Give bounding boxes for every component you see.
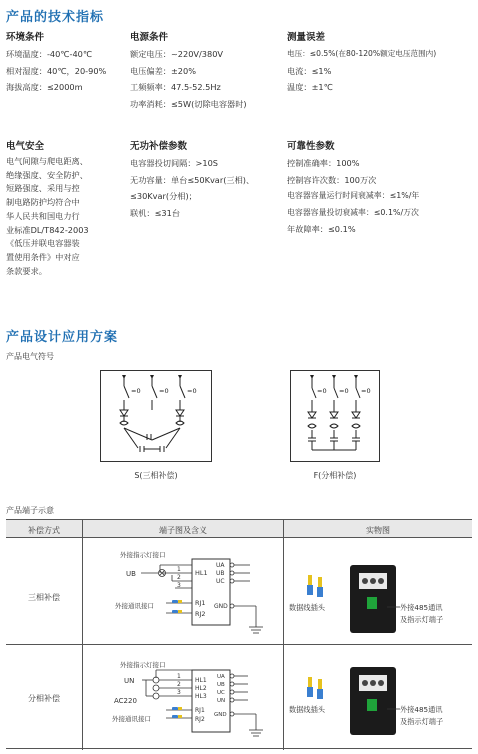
gnd-label: GND: [214, 603, 228, 610]
ub-label: UB: [216, 570, 225, 577]
safety-line: 绝缘强度、安全防护、: [6, 169, 88, 180]
pin-label: 3: [177, 582, 181, 589]
safety-line: 短路强度、采用与控: [6, 183, 80, 194]
three-phase-device-photo: [287, 563, 467, 635]
ext-label-1: 外接485通讯: [400, 603, 443, 612]
env-line: 环境温度：-40℃-40℃: [6, 49, 93, 59]
plug-label: 数据线插头: [289, 705, 325, 714]
pin-label: 3: [177, 689, 181, 696]
ext-label-1: 外接485通讯: [400, 705, 443, 714]
hl-label: HL2: [195, 685, 207, 692]
ub-input-label: UB: [126, 570, 136, 578]
power-line: 额定电压：~220V/380V: [130, 49, 224, 59]
power-title: 电源条件: [130, 32, 169, 43]
env-line: 相对湿度：40℃，20-90%: [6, 65, 107, 76]
power-line: 工频频率：47.5-52.5Hz: [130, 82, 221, 92]
ext-label-2: 及指示灯端子: [400, 615, 444, 624]
s-caption: S(三相补偿): [134, 471, 178, 480]
comm-interface-label: 外接通讯接口: [115, 602, 154, 610]
rj-label: RJ1: [195, 707, 205, 714]
safety-list: [6, 155, 89, 278]
data-plug-icon: [307, 575, 323, 597]
measure-line: 电压：≤0.5%(在80-120%额定电压范围内): [287, 49, 437, 58]
indicator-interface-label: 外接指示灯接口: [120, 661, 166, 669]
rj-label: RJ2: [195, 610, 206, 618]
f-caption: F(分相补偿): [313, 471, 357, 480]
plug-label: 数据线插头: [289, 603, 325, 612]
data-plug-icon: [307, 677, 323, 699]
rj-label: RJ1: [195, 599, 206, 607]
zero-mark: =0: [339, 387, 349, 395]
reliability-line: 控制准确率：100%: [287, 158, 360, 168]
zero-mark: =0: [361, 387, 371, 395]
reactive-line: 联机：≤31台: [130, 207, 181, 218]
env-title: 环境条件: [6, 32, 45, 43]
measure-list: [287, 46, 436, 96]
reactive-list: [130, 155, 254, 221]
measure-line: 温度：±1℃: [287, 82, 333, 92]
safety-line: 制电路防护均符合中: [6, 197, 80, 208]
ua-label: UA: [216, 562, 225, 569]
hl-label: HL1: [195, 569, 208, 577]
pin-label: 2: [177, 574, 181, 581]
split-phase-terminal-diagram: [100, 660, 270, 740]
reliability-line: 控制容许次数：100万次: [287, 174, 377, 185]
safety-line: 条款要求。: [6, 265, 47, 276]
row-mode: 分相补偿: [28, 694, 60, 703]
pin-label: 1: [177, 673, 181, 680]
header-photo: 实物图: [366, 526, 390, 535]
power-line: 功率消耗：≤5W(切除电容器时): [130, 98, 247, 109]
reliability-title: 可靠性参数: [287, 141, 335, 152]
three-phase-terminal-diagram: [100, 545, 270, 645]
safety-line: 业标准DL/T842-2003: [6, 224, 89, 235]
uc-label: UC: [216, 578, 225, 585]
pin-label: 2: [177, 681, 181, 688]
comm-interface-label: 外接通讯接口: [112, 715, 151, 723]
env-line: 海拔高度：≤2000m: [6, 82, 83, 92]
split-phase-symbol: [290, 370, 380, 462]
header-mode: 补偿方式: [28, 526, 60, 535]
measure-line: 电流：≤1%: [287, 65, 332, 76]
safety-title: 电气安全: [6, 141, 45, 152]
reactive-line: 无功容量：单台≤50Kvar(三相)、: [130, 174, 255, 185]
reliability-line: 电容器容量运行时间衰减率：≤1%/年: [287, 191, 420, 200]
split-phase-device-photo: [287, 665, 467, 737]
header-terminal: 端子图及含义: [159, 526, 207, 535]
pin-label: 1: [177, 566, 181, 573]
zero-mark: =0: [131, 387, 141, 395]
safety-line: 电气间隙与爬电距离、: [6, 156, 88, 166]
reactive-line: 电容器投切间隔：>10S: [130, 158, 218, 168]
hl-label: HL1: [195, 677, 207, 684]
reliability-line: 电容器容量投切衰减率：≤0.1%/万次: [287, 207, 419, 217]
env-list: [6, 46, 106, 96]
indicator-interface-label: 外接指示灯接口: [120, 551, 166, 559]
row-mode: 三相补偿: [28, 593, 60, 602]
reliability-list: [287, 155, 419, 238]
ub-label: UB: [217, 682, 225, 688]
reactive-line: ≤30Kvar(分相)；: [130, 191, 197, 201]
uc-label: UC: [217, 690, 225, 696]
safety-line: 《低压并联电容器装: [6, 238, 80, 249]
power-list: [130, 46, 247, 112]
terminal-label: 产品端子示意: [6, 506, 54, 515]
specs-title: 产品的技术指标: [6, 10, 105, 25]
ext-label-2: 及指示灯端子: [400, 717, 444, 726]
ac220-label: AC220: [114, 697, 137, 705]
power-line: 电压偏差：±20%: [130, 65, 196, 76]
hl-label: HL3: [195, 693, 207, 700]
reactive-title: 无功补偿参数: [130, 141, 188, 152]
design-title: 产品设计应用方案: [6, 330, 119, 345]
safety-line: 华人民共和国电力行: [6, 210, 80, 221]
safety-line: 置使用条件》中对应: [6, 251, 80, 262]
symbol-label: 产品电气符号: [6, 352, 54, 361]
reliability-line: 年故障率：≤0.1%: [287, 224, 356, 234]
ua-label: UA: [217, 674, 225, 680]
zero-mark: =0: [187, 387, 197, 395]
measure-title: 测量误差: [287, 32, 326, 43]
three-phase-symbol: [100, 370, 212, 462]
un-input-label: UN: [124, 677, 135, 685]
gnd-label: GND: [214, 712, 227, 718]
rj-label: RJ2: [195, 716, 205, 723]
un-label: UN: [217, 698, 226, 704]
zero-mark: =0: [317, 387, 327, 395]
zero-mark: =0: [159, 387, 169, 395]
